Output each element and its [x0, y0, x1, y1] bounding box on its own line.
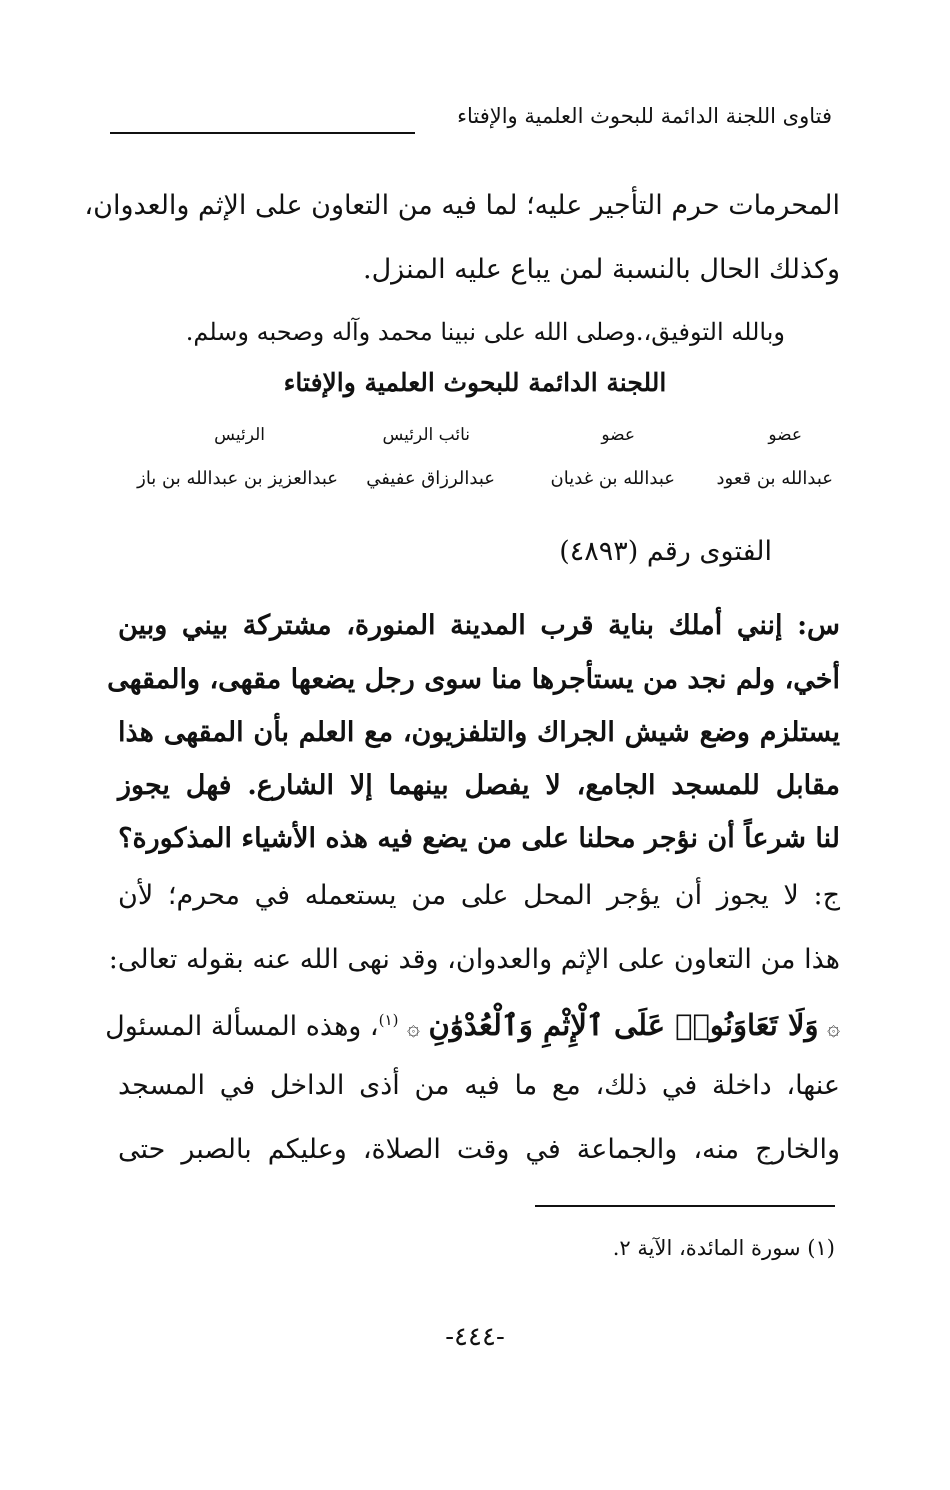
ornament-close-icon: ۞: [407, 1016, 420, 1041]
question-line-4: مقابل للمسجد الجامع، لا يفصل بينهما إلا الشارع. فهل يجوز: [118, 770, 840, 801]
member-3-name: عبدالرزاق عفيفي: [366, 468, 495, 489]
member-4-name: عبدالعزيز بن عبدالله بن باز: [137, 468, 338, 489]
intro-line-2: وكذلك الحال بالنسبة لمن يباع عليه المنزل.: [362, 254, 840, 285]
fatwa-number: الفتوى رقم (٤٨٩٣): [559, 536, 772, 567]
header-title: فتاوى اللجنة الدائمة للبحوث العلمية والإفتاء: [457, 104, 832, 128]
page-number: -٤٤٤-: [445, 1322, 505, 1352]
question-line-5: لنا شرعاً أن نؤجر محلنا على من يضع فيه هذه الأشياء المذكورة؟: [118, 823, 840, 854]
footnote-rule: [535, 1205, 835, 1207]
member-2-role: عضو: [601, 425, 635, 445]
question-line-3: يستلزم وضع شيش الجراك والتلفزيون، مع العلم بأن المقهى هذا: [118, 717, 840, 748]
header-rule: [110, 132, 415, 134]
ornament-open-icon: ۞: [827, 1016, 840, 1041]
answer-line-2: هذا من التعاون على الإثم والعدوان، وقد نهى الله عنه بقوله تعالى:: [108, 944, 840, 975]
committee-name: اللجنة الدائمة للبحوث العلمية والإفتاء: [283, 368, 667, 397]
answer-line-1: ج: لا يجوز أن يؤجر المحل على من يستعمله في محرم؛ لأن: [118, 880, 840, 911]
answer-line-5: والخارج منه، والجماعة في وقت الصلاة، وعليكم بالصبر حتى: [118, 1134, 840, 1165]
member-1-role: عضو: [768, 425, 802, 445]
member-2-name: عبدالله بن غديان: [550, 468, 675, 489]
member-1-name: عبدالله بن قعود: [716, 468, 833, 489]
footnote: (١) سورة المائدة، الآية ٢.: [612, 1236, 835, 1260]
footnote-reference: (١): [378, 1011, 399, 1029]
answer-line-3-rest: ، وهذه المسألة المسئول: [105, 1011, 379, 1042]
member-3-role: نائب الرئيس: [382, 425, 470, 445]
member-4-role: الرئيس: [214, 425, 265, 445]
question-line-1: س: إنني أملك بناية قرب المدينة المنورة، مشتركة بيني وبين: [118, 610, 841, 641]
intro-line-1: المحرمات حرم التأجير عليه؛ لما فيه من التعاون على الإثم والعدوان،: [84, 190, 840, 221]
closing-line: وبالله التوفيق،.وصلى الله على نبينا محمد وآله وصحبه وسلم.: [185, 318, 785, 346]
running-header: [110, 104, 832, 144]
quran-verse: وَلَا تَعَاوَنُوا۟ عَلَى ٱلْإِثْمِ وَٱلْعُدْوَٰنِ: [428, 1008, 819, 1042]
answer-line-4: عنها، داخلة في ذلك، مع ما فيه من أذى الداخل في المسجد: [118, 1070, 840, 1101]
answer-line-3: [105, 1000, 840, 1049]
question-line-2: أخي، ولم نجد من يستأجرها منا سوى رجل يضعها مقهى، والمقهى: [107, 664, 840, 695]
